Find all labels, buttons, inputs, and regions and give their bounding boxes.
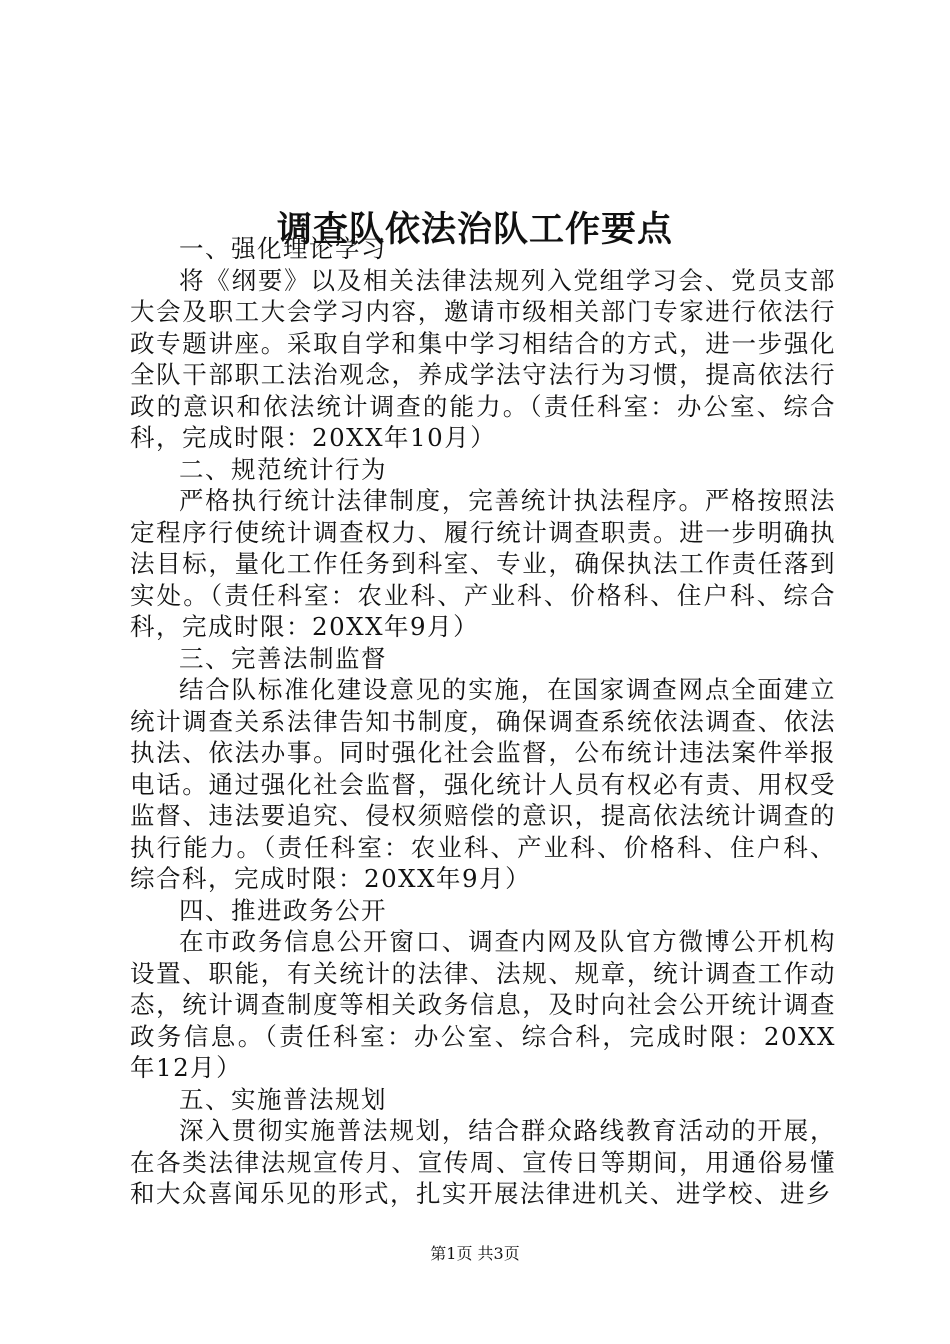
page-footer: 第1页 共3页 [430, 1244, 520, 1263]
section-body-1: 将《纲要》以及相关法律法规列入党组学习会、党员支部大会及职工大会学习内容，邀请市级相关部门专家进行依法行政专题讲座。采取自学和集中学习相结合的方式，进一步强化全队干部职工法治观念，养成学法守法行为习惯，提高依法行政的意识和依法统计调查的能力。（责任科室：办公室、综合科，完成时限：20XX年10月） [130, 265, 836, 452]
section-heading-1: 一、强化理论学习 [179, 234, 387, 263]
section-heading-5: 五、实施普法规划 [179, 1084, 387, 1114]
document-body [130, 233, 836, 1210]
section-body-5: 深入贯彻实施普法规划，结合群众路线教育活动的开展，在各类法律法规宣传月、宣传周、宣传日等期间，用通俗易懂和大众喜闻乐见的形式，扎实开展法律进机关、进学校、进乡 [130, 1116, 836, 1208]
page-title: 调查队依法治队工作要点 [276, 209, 673, 251]
section-body-3: 结合队标准化建设意见的实施，在国家调查网点全面建立统计调查关系法律告知书制度，确保调查系统依法调查、依法执法、依法办事。同时强化社会监督，公布统计违法案件举报电话。通过强化社会监督，强化统计人员有权必有责、用权受监督、违法要追究、侵权须赔偿的意识，提高依法统计调查的执行能力。（责任科室：农业科、产业科、价格科、住户科、综合科，完成时限：20XX年9月） [130, 675, 836, 893]
section-heading-2: 二、规范统计行为 [179, 454, 387, 484]
section-heading-3: 三、完善法制监督 [179, 643, 387, 673]
section-body-2: 严格执行统计法律制度，完善统计执法程序。严格按照法定程序行使统计调查权力、履行统计调查职责。进一步明确执法目标，量化工作任务到科室、专业，确保执法工作责任落到实处。（责任科室：农业科、产业科、价格科、住户科、综合科，完成时限：20XX年9月） [130, 486, 836, 641]
section-body-4: 在市政务信息公开窗口、调查内网及队官方微博公开机构设置、职能，有关统计的法律、法规、规章，统计调查工作动态，统计调查制度等相关政务信息，及时向社会公开统计调查政务信息。（责任科室：办公室、综合科，完成时限：20XX年12月） [130, 927, 836, 1082]
section-heading-4: 四、推进政务公开 [179, 895, 387, 925]
